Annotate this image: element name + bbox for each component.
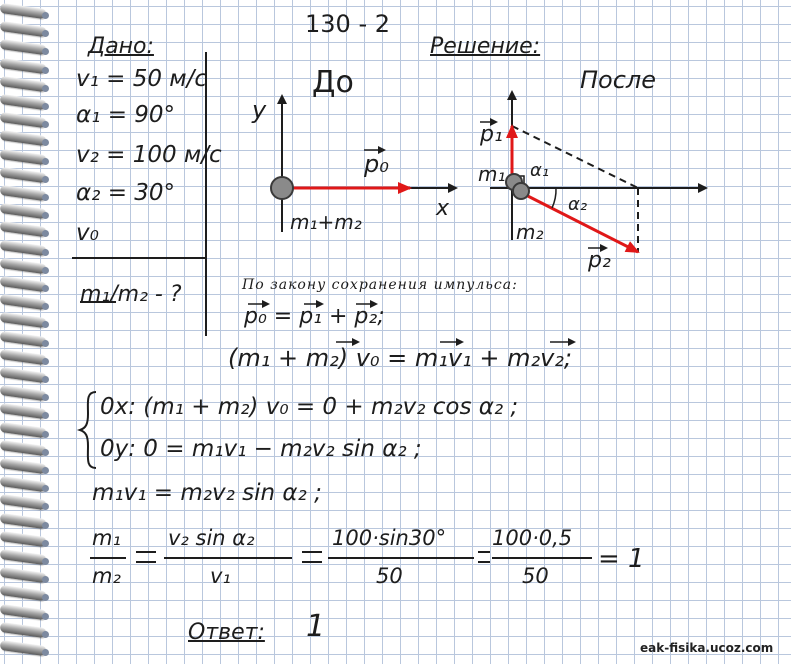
- equation-momentum-expanded: (m₁ + m₂) v₀ = m₁v₁ + m₂v₂;: [228, 344, 573, 372]
- given-line-v1: v₁ = 50 м/с: [76, 66, 208, 92]
- solution-header: Решение:: [430, 34, 541, 59]
- after-ball-m2: [513, 183, 529, 199]
- alpha2-label: α₂: [568, 194, 588, 215]
- ratio-f2-numerator: 100·sin30°: [332, 526, 447, 550]
- alpha2-arc: [552, 188, 556, 208]
- answer-value: 1: [306, 609, 326, 644]
- ratio-f3-numerator: 100·0,5: [492, 526, 573, 550]
- ratio-f3-denominator: 50: [522, 564, 549, 588]
- axis-y-label: y: [252, 96, 267, 124]
- m2-label: m₂: [516, 220, 544, 244]
- given-line-alpha1: α₁ = 90°: [76, 102, 176, 128]
- before-ball: [271, 177, 293, 199]
- answer-label: Ответ:: [188, 620, 265, 645]
- law-caption: По закону сохранения импульса:: [242, 277, 518, 293]
- equation-momentum-vectors: p₀ = p₁ + p₂;: [244, 304, 385, 329]
- system-equation-oy: 0y: 0 = m₁v₁ − m₂v₂ sin α₂ ;: [100, 436, 422, 462]
- after-p2-vector: [512, 188, 638, 252]
- problem-number: 130 - 2: [305, 10, 390, 38]
- after-label: После: [580, 66, 657, 94]
- alpha1-label: α₁: [530, 160, 550, 181]
- equation-y-balance: m₁v₁ = m₂v₂ sin α₂ ;: [92, 480, 322, 506]
- find-ratio: m₁/m₂ - ?: [80, 282, 182, 307]
- watermark: eak-fisika.ucoz.com: [640, 641, 774, 655]
- axis-x-label: x: [436, 196, 450, 221]
- before-label: До: [312, 65, 354, 100]
- system-equation-ox: 0x: (m₁ + m₂) v₀ = 0 + m₂v₂ cos α₂ ;: [100, 394, 519, 420]
- given-line-v2: v₂ = 100 м/с: [76, 142, 222, 168]
- dashed-top: [512, 126, 638, 188]
- given-line-alpha2: α₂ = 30°: [76, 180, 176, 206]
- given-line-v0: v₀: [76, 220, 99, 246]
- ratio-lhs-denominator: m₂: [92, 564, 121, 588]
- m1-label: m₁: [478, 162, 506, 186]
- ratio-f1-numerator: v₂ sin α₂: [168, 526, 255, 550]
- masses-sum-label: m₁+m₂: [290, 210, 362, 234]
- system-brace: [80, 392, 96, 468]
- ratio-f2-denominator: 50: [376, 564, 403, 588]
- ratio-lhs-numerator: m₁: [92, 526, 121, 550]
- ratio-result: = 1: [598, 544, 645, 574]
- p0-label: p₀: [364, 150, 389, 178]
- p2-label: p₂: [588, 248, 611, 273]
- p1-label: p₁: [480, 122, 503, 147]
- given-header: Дано:: [88, 34, 154, 59]
- ratio-f1-denominator: v₁: [210, 564, 231, 588]
